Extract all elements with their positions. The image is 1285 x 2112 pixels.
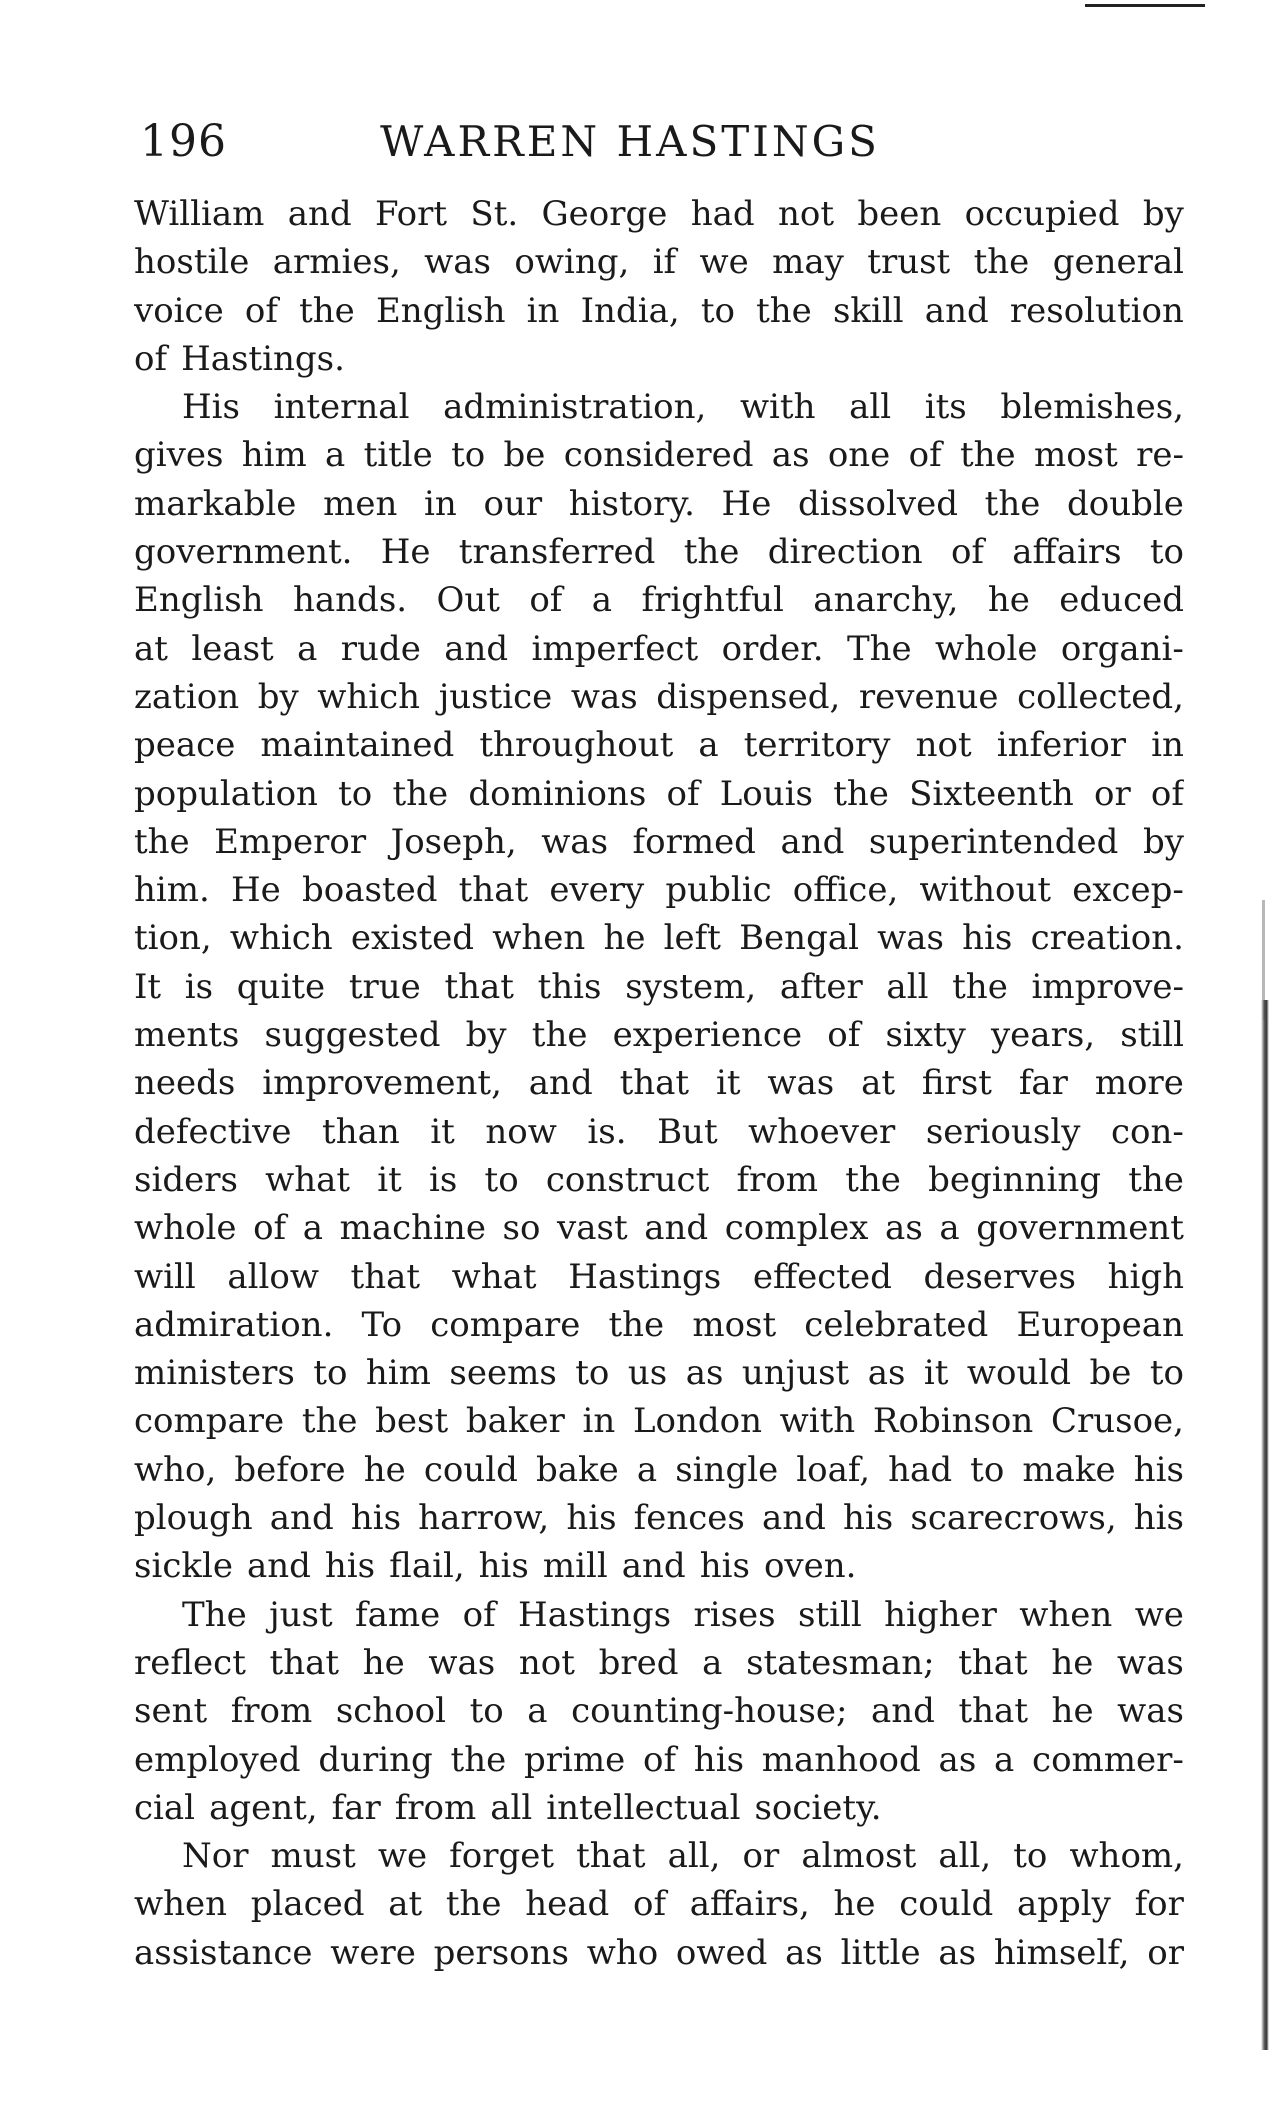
text-line: of Hastings. [134, 338, 345, 379]
text-line: admiration. To compare the most celebrated European [134, 1304, 1184, 1345]
text-line: employed during the prime of his manhood as a commer- [134, 1739, 1184, 1780]
text-line: sickle and his flail, his mill and his oven. [134, 1546, 857, 1587]
text-line: peace maintained throughout a territory not inferior in [134, 725, 1184, 766]
text-line: English hands. Out of a frightful anarchy, he educed [134, 580, 1184, 621]
text-line: siders what it is to construct from the beginning the [134, 1159, 1184, 1200]
page-edge-shadow [1261, 1000, 1269, 2050]
text-line: reflect that he was not bred a statesman; that he was [134, 1642, 1184, 1683]
top-edge-rule [1085, 4, 1205, 7]
page-header [140, 112, 1180, 172]
text-line: His internal administration, with all its blemishes, [182, 387, 1184, 428]
text-line: ministers to him seems to us as unjust as it would be to [134, 1353, 1184, 1394]
text-line: cial agent, far from all intellectual society. [134, 1787, 882, 1828]
text-line: tion, which existed when he left Bengal was his creation. [134, 918, 1184, 959]
text-line: population to the dominions of Louis the Sixteenth or of [134, 773, 1184, 814]
text-line: who, before he could bake a single loaf, had to make his [134, 1449, 1184, 1490]
text-line: will allow that what Hastings effected deserves high [134, 1256, 1184, 1297]
text-line: Nor must we forget that all, or almost all, to whom, [182, 1836, 1184, 1877]
body-text [134, 190, 1184, 1977]
text-line: It is quite true that this system, after all the improve- [134, 966, 1184, 1007]
text-line: whole of a machine so vast and complex as a government [134, 1208, 1184, 1249]
text-line: ments suggested by the experience of sixty years, still [134, 1015, 1184, 1056]
text-line: William and Fort St. George had not been occupied by [134, 194, 1184, 234]
text-line: when placed at the head of affairs, he could apply for [134, 1884, 1184, 1925]
text-line: defective than it now is. But whoever seriously con- [134, 1111, 1184, 1152]
text-line: gives him a title to be considered as one of the most re- [134, 435, 1184, 476]
text-line: hostile armies, was owing, if we may trust the general [134, 242, 1184, 283]
text-line: the Emperor Joseph, was formed and superintended by [134, 821, 1184, 862]
text-line: at least a rude and imperfect order. The whole organi- [134, 628, 1184, 669]
text-line: sent from school to a counting-house; and that he was [134, 1691, 1184, 1732]
text-line: him. He boasted that every public office, without excep- [134, 870, 1184, 911]
text-line: The just fame of Hastings rises still higher when we [182, 1594, 1184, 1635]
text-line: needs improvement, and that it was at first far more [134, 1063, 1184, 1104]
text-line: assistance were persons who owed as little as himself, or [134, 1932, 1184, 1973]
text-line: markable men in our history. He dissolved the double [134, 483, 1184, 524]
running-head: WARREN HASTINGS [380, 117, 880, 166]
text-line: plough and his harrow, his fences and his scarecrows, his [134, 1498, 1184, 1539]
text-line: zation by which justice was dispensed, revenue collected, [134, 676, 1184, 717]
text-line: voice of the English in India, to the skill and resolution [134, 290, 1184, 331]
text-line: government. He transferred the direction of affairs to [134, 532, 1184, 573]
text-line: compare the best baker in London with Robinson Crusoe, [134, 1401, 1184, 1442]
page-number: 196 [140, 116, 227, 167]
